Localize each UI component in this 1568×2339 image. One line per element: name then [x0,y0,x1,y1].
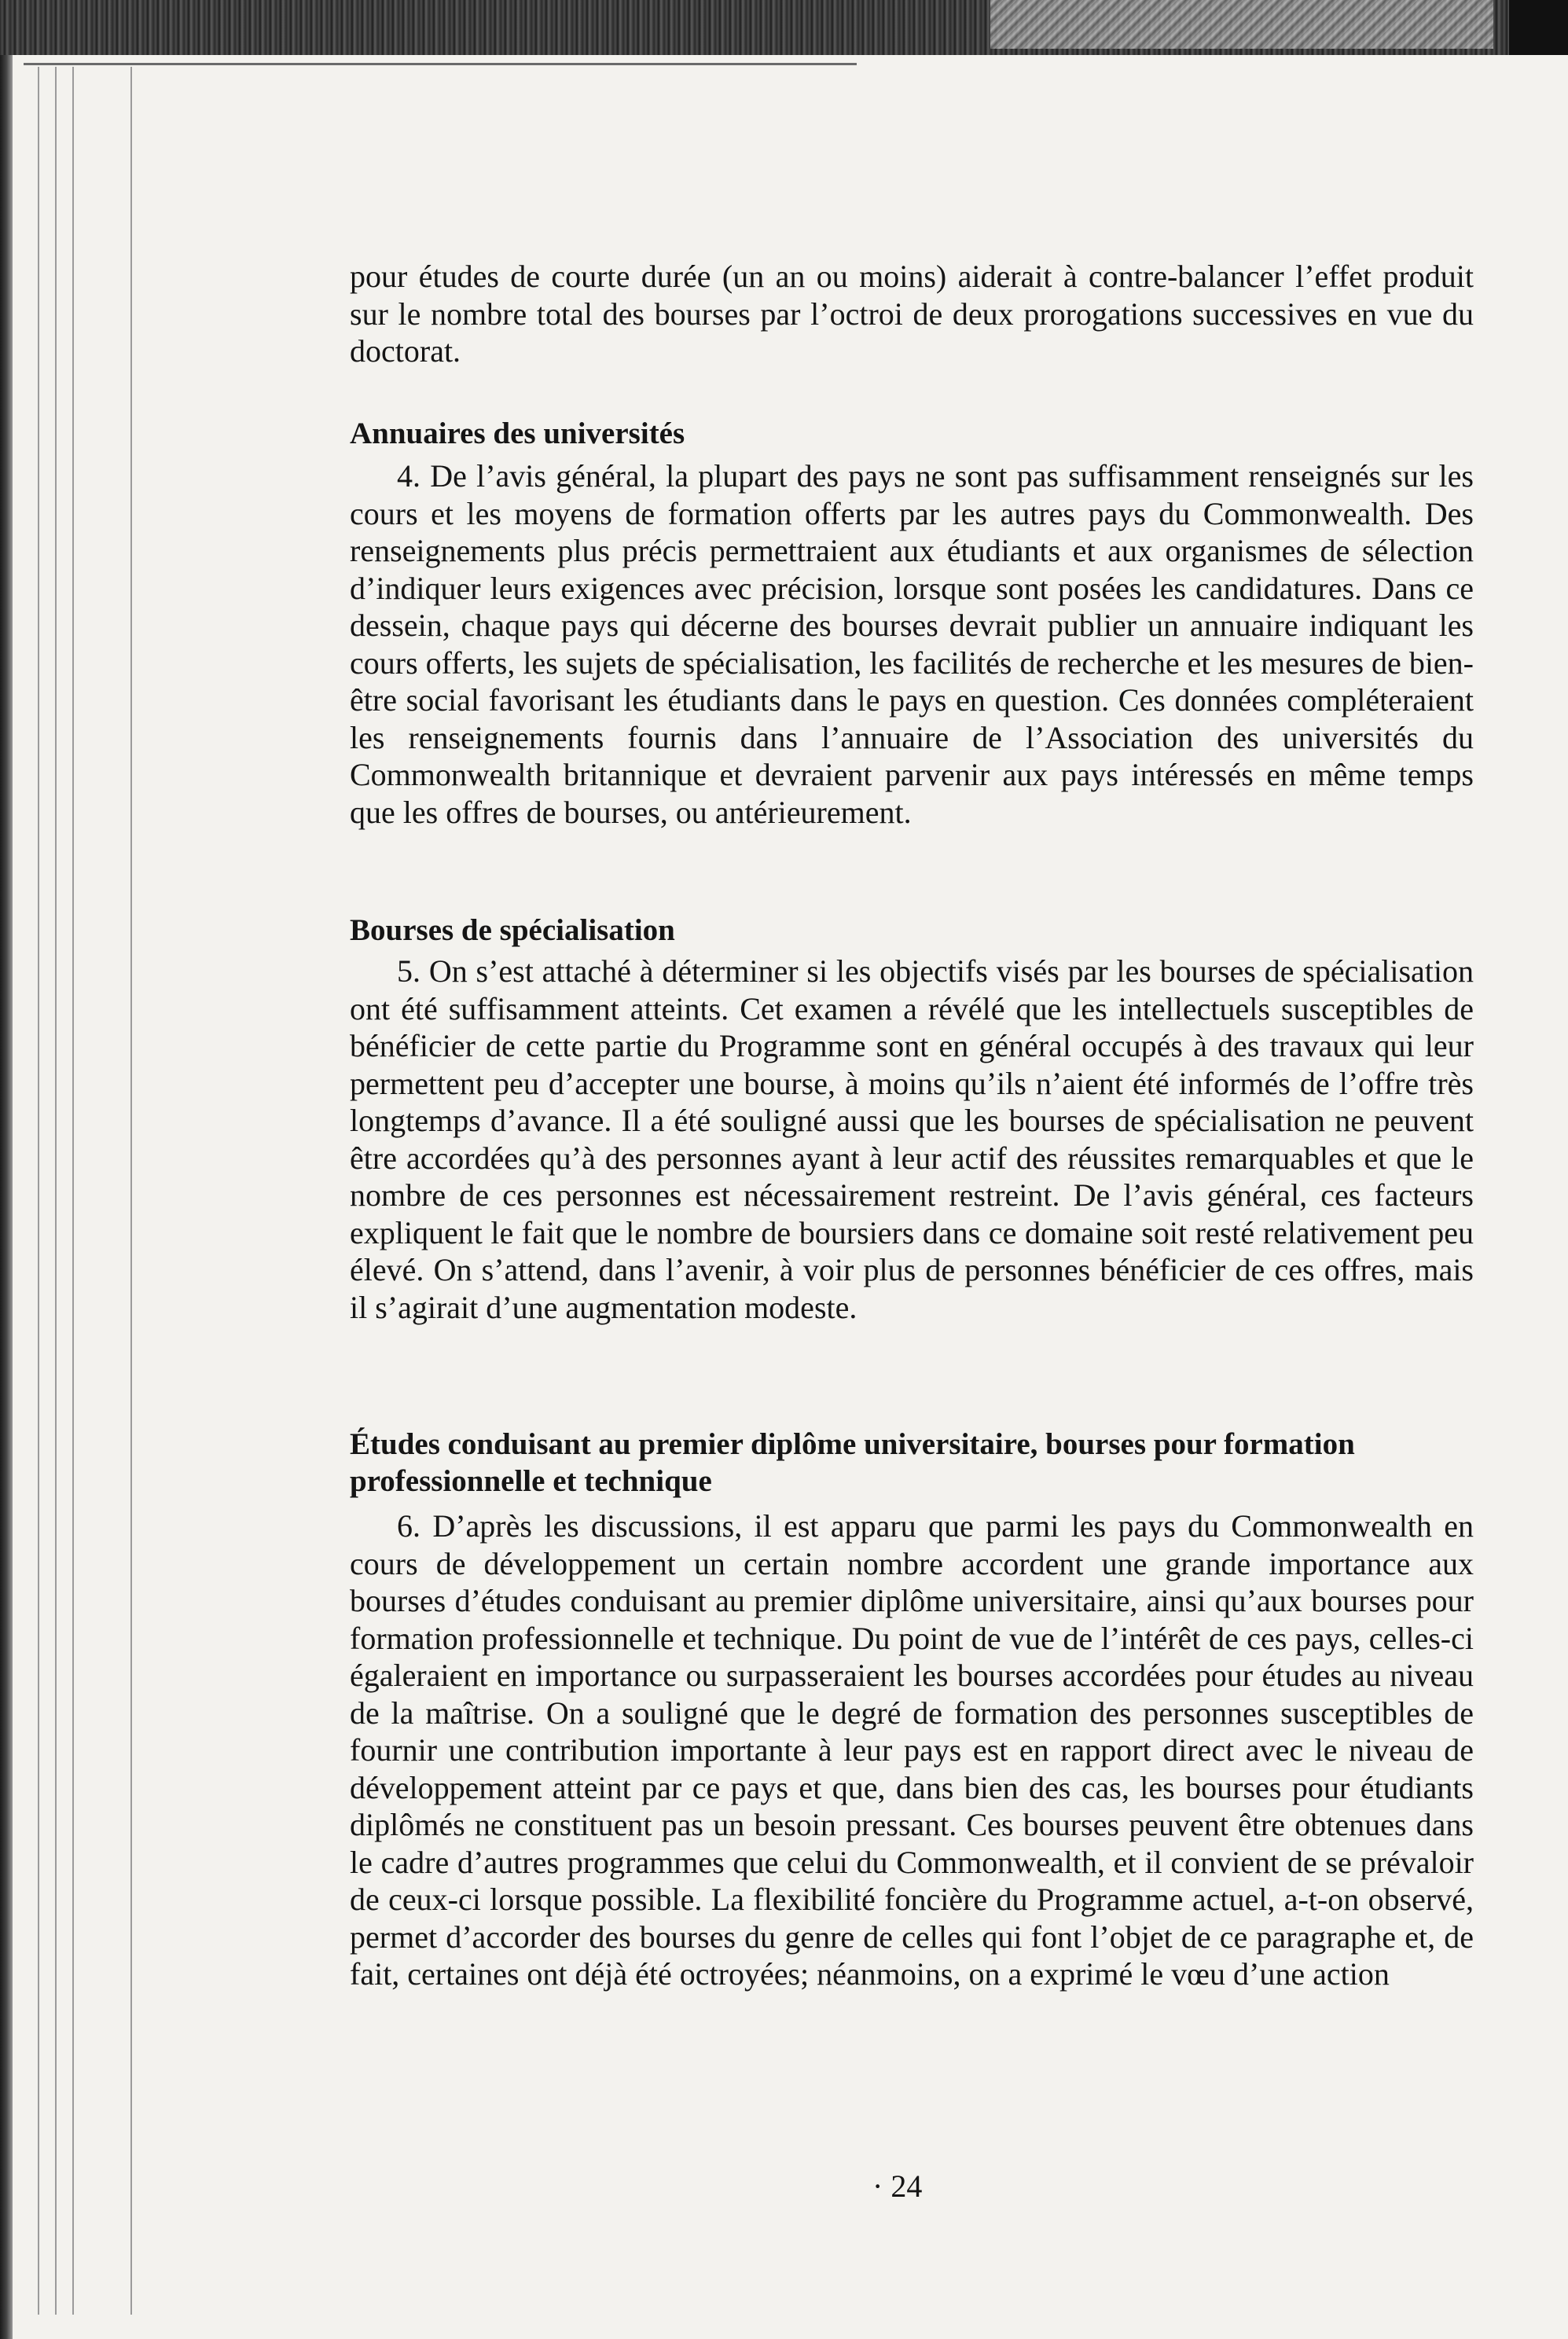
intro-paragraph: pour études de courte durée (un an ou moins) aiderait à contre-balancer l’effet produit sur le nombre total des bourses par l’octroi de deux prorogations successives en vue du doctorat. [350,259,1474,369]
page-number: · 24 [872,2168,923,2204]
paragraph-4: 4. De l’avis général, la plupart des pays ne sont pas suffisamment renseignés sur les cours et les moyens de formation offerts par les autres pays du Commonwealth. Des renseignements plus précis permettraient aux étudiants et aux organismes de sélection d’indiquer leurs exigences avec précision, lorsque sont posées les candidatures. Dans ce dessein, chaque pays qui décerne des bourses devrait publier un annuaire indiquant les cours offerts, les sujets de spécialisation, les facilités de recherche et les mesures de bien-être social favorisant les étudiants dans le pays en question. Ces données compléteraient les renseignements fournis dans l’annuaire de l’Association des universités du Commonwealth britannique et devraient parvenir aux pays intéressés en même temps que les offres de bourses, ou antérieurement. [350,458,1474,830]
section-heading-annuaires: Annuaires des universités [350,417,685,450]
paragraph-5: 5. On s’est attaché à déterminer si les objectifs visés par les bourses de spécialisation ont été suffisamment atteints. Cet examen a révélé que les intellectuels susceptibles de bénéficier de cette partie du Programme sont en général occupés à des travaux qui leur permettent peu d’accepter une bourse, à moins qu’ils n’aient été informés de l’offre très longtemps d’avance. Il a été souligné aussi que les bourses de spécialisation ne peuvent être accordées qu’à des personnes ayant à leur actif des réussites remarquables et que le nombre de ces personnes est nécessairement restreint. De l’avis général, ces facteurs expliquent le fait que le nombre de boursiers dans ce domaine soit resté relativement peu élevé. On s’attend, dans l’avenir, à voir plus de personnes bénéficier de ces offres, mais il s’agirait d’une augmentation modeste. [350,953,1474,1325]
section-heading-etudes-premier-diplome: Études conduisant au premier diplôme universitaire, bourses pour formation professionnelle et technique [350,1427,1355,1498]
paragraph-6: 6. D’après les discussions, il est apparu que parmi les pays du Commonwealth en cours de développement un certain nombre accordent une grande importance aux bourses d’études conduisant au premier diplôme universitaire, ainsi qu’aux bourses pour formation professionnelle et technique. Du point de vue de l’intérêt de ces pays, celles-ci égaleraient en importance ou surpasseraient les bourses accordées pour études au niveau de la maîtrise. On a souligné que le degré de formation des personnes susceptibles de fournir une contribution importante à leur pays est en rapport direct avec le niveau de développement atteint par ce pays et que, dans bien des cas, les bourses pour étudiants diplômés ne constituent pas un besoin pressant. Ces bourses peuvent être obtenues dans le cadre d’autres programmes que celui du Commonwealth, et il convient de se prévaloir de ceux-ci lorsque possible. La flexibilité foncière du Programme actuel, a-t-on observé, permet d’accorder des bourses du genre de celles qui font l’objet de ce paragraphe et, de fait, certaines ont déjà été octroyées; néanmoins, on a exprimé le vœu d’une action [350,1508,1474,1992]
section-heading-bourses-specialisation: Bourses de spécialisation [350,913,675,947]
